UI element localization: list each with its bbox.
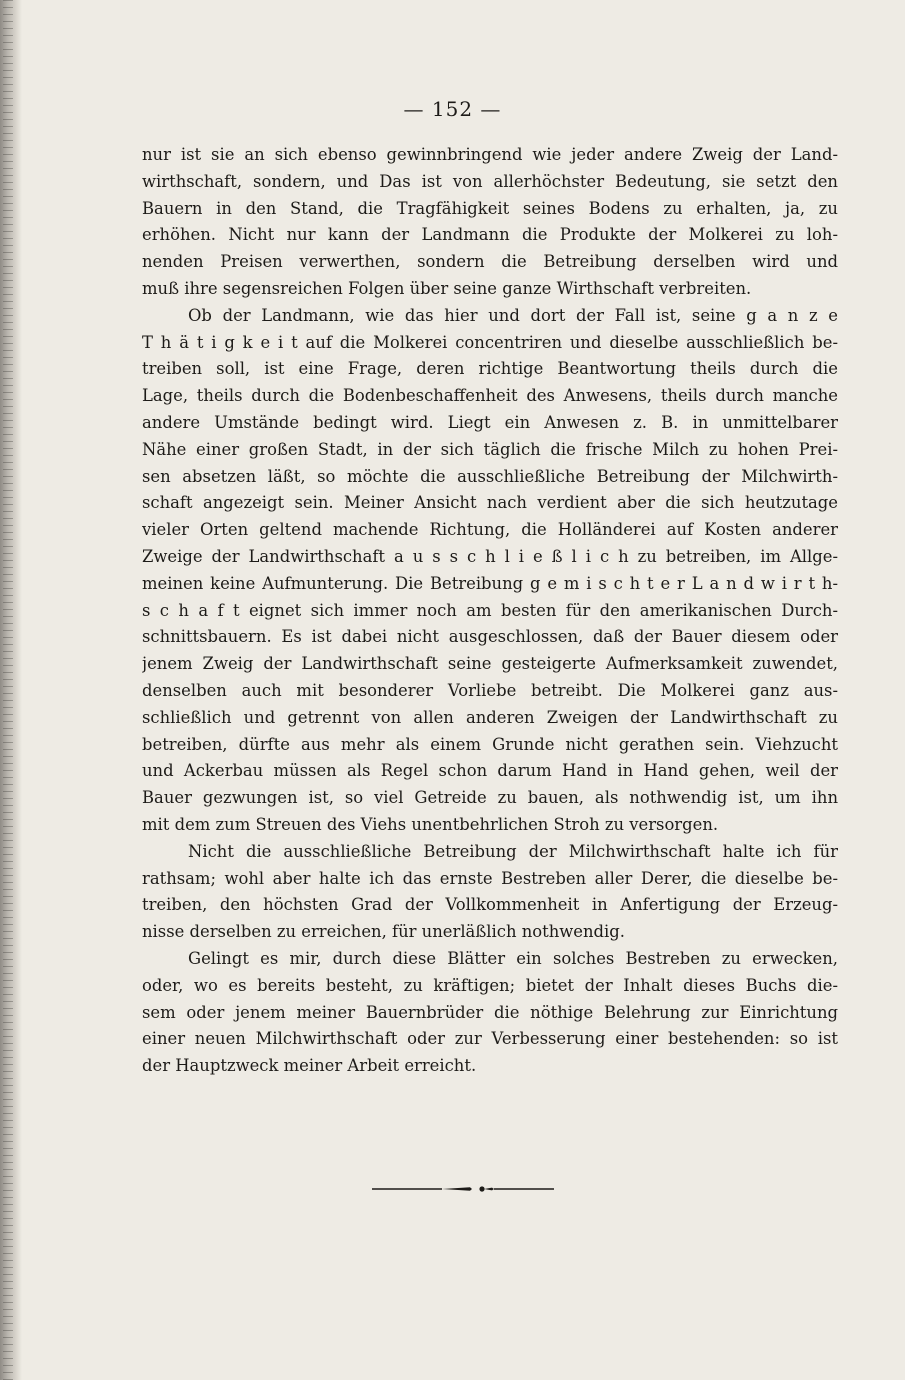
text-line: Bauern in den Stand, die Tragfähigkeit seines Bodens zu erhalten, ja, zu xyxy=(142,198,838,218)
book-binding-edge xyxy=(0,0,22,1380)
text-line: T h ä t i g k e i t auf die Molkerei concentriren und dieselbe ausschließlich be- xyxy=(142,332,838,352)
end-ornament-rule xyxy=(372,1183,554,1195)
text-line: treiben, den höchsten Grad der Vollkommenheit in Anfertigung der Erzeug- xyxy=(142,895,838,915)
binding-stitch-marks xyxy=(3,0,13,1380)
text-line: Gelingt es mir, durch diese Blätter ein solches Bestreben zu erwecken, xyxy=(188,948,838,968)
text-line: einer neuen Milchwirthschaft oder zur Verbesserung einer bestehenden: so ist xyxy=(142,1029,838,1049)
text-line: denselben auch mit besonderer Vorliebe betreibt. Die Molkerei ganz aus- xyxy=(142,680,838,700)
text-line: nenden Preisen verwerthen, sondern die Betreibung derselben wird und xyxy=(142,252,838,272)
text-line: Zweige der Landwirthschaft a u s s c h l i e ß l i c h zu betreiben, im Allge- xyxy=(142,546,838,566)
text-line: Ob der Landmann, wie das hier und dort der Fall ist, seine g a n z e xyxy=(188,305,838,325)
text-line: meinen keine Aufmunterung. Die Betreibung g e m i s c h t e r L a n d w i r t h- xyxy=(142,573,838,593)
text-line: nisse derselben zu erreichen, für unerläßlich nothwendig. xyxy=(142,922,625,942)
body-text xyxy=(142,142,838,1080)
text-line: treiben soll, ist eine Frage, deren richtige Beantwortung theils durch die xyxy=(142,359,838,379)
paragraph xyxy=(142,303,838,839)
text-line: Lage, theils durch die Bodenbeschaffenheit des Anwesens, theils durch manche xyxy=(142,386,838,406)
text-line: vieler Orten geltend machende Richtung, die Holländerei auf Kosten anderer xyxy=(142,520,838,540)
text-line: erhöhen. Nicht nur kann der Landmann die Produkte der Molkerei zu loh- xyxy=(142,225,838,245)
text-line: nur ist sie an sich ebenso gewinnbringend wie jeder andere Zweig der Land- xyxy=(142,145,838,164)
text-line: oder, wo es bereits besteht, zu kräftigen; bietet der Inhalt dieses Buchs die- xyxy=(142,975,838,995)
text-line: Nicht die ausschließliche Betreibung der Milchwirthschaft halte ich für xyxy=(188,841,838,861)
text-line: wirthschaft, sondern, und Das ist von allerhöchster Bedeutung, sie setzt den xyxy=(142,171,838,191)
text-line: schnittsbauern. Es ist dabei nicht ausgeschlossen, daß der Bauer diesem oder xyxy=(142,627,838,647)
text-line: betreiben, dürfte aus mehr als einem Grunde nicht gerathen sein. Viehzucht xyxy=(142,734,838,754)
text-line: schließlich und getrennt von allen anderen Zweigen der Landwirthschaft zu xyxy=(142,707,838,727)
text-line: sem oder jenem meiner Bauernbrüder die nöthige Belehrung zur Einrichtung xyxy=(142,1002,838,1022)
text-line: der Hauptzweck meiner Arbeit erreicht. xyxy=(142,1056,477,1076)
text-line: muß ihre segensreichen Folgen über seine ganze Wirthschaft verbreiten. xyxy=(142,278,752,298)
paragraph xyxy=(142,946,838,1080)
text-line: Nähe einer großen Stadt, in der sich täglich die frische Milch zu hohen Prei- xyxy=(142,439,838,459)
text-line: schaft angezeigt sein. Meiner Ansicht nach verdient aber die sich heutzutage xyxy=(142,493,838,513)
text-line: sen absetzen läßt, so möchte die ausschließliche Betreibung der Milchwirth- xyxy=(142,466,838,486)
text-line: Bauer gezwungen ist, so viel Getreide zu bauen, als nothwendig ist, um ihn xyxy=(142,788,838,808)
text-line: s c h a f t eignet sich immer noch am besten für den amerikanischen Durch- xyxy=(142,600,838,620)
text-line: rathsam; wohl aber halte ich das ernste Bestreben aller Derer, die dieselbe be- xyxy=(142,868,838,888)
text-line: jenem Zweig der Landwirthschaft seine gesteigerte Aufmerksamkeit zuwendet, xyxy=(142,654,838,674)
text-line: andere Umstände bedingt wird. Liegt ein Anwesen z. B. in unmittelbarer xyxy=(142,412,838,432)
text-line: mit dem zum Streuen des Viehs unentbehrlichen Stroh zu versorgen. xyxy=(142,814,719,834)
page-number: — 152 — xyxy=(403,97,502,121)
paragraph xyxy=(142,839,838,946)
paragraph xyxy=(142,142,838,303)
text-line: und Ackerbau müssen als Regel schon darum Hand in Hand gehen, weil der xyxy=(142,761,838,781)
